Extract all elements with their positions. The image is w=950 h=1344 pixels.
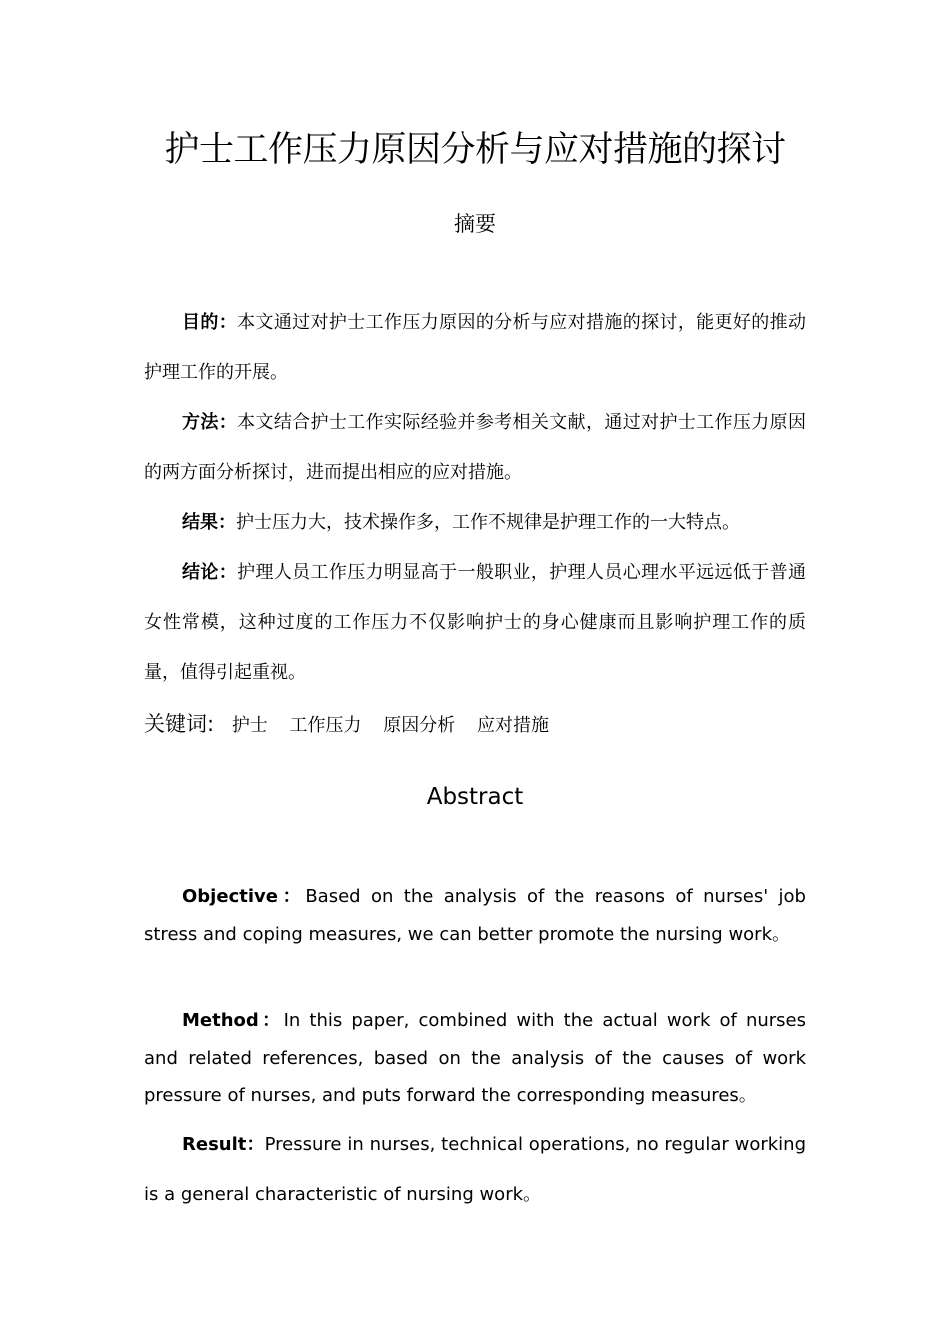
cn-conclusion-label: 结论： <box>182 562 238 583</box>
cn-method-paragraph <box>144 398 806 498</box>
cn-objective-paragraph <box>144 298 806 398</box>
en-objective-label: Objective： <box>182 886 306 907</box>
keywords-line <box>144 704 806 746</box>
cn-result-label: 结果： <box>182 512 236 533</box>
cn-conclusion-paragraph <box>144 548 806 698</box>
en-method-text: In this paper, combined with the actual work of nurses and related references, based on the analysis of the causes of work pressure of nurses, and puts forward the corresponding measures。 <box>144 1010 806 1106</box>
document-title: 护士工作压力原因分析与应对措施的探讨 <box>164 130 786 170</box>
en-result-paragraph <box>144 1120 806 1220</box>
cn-result-text: 护士压力大，技术操作多，工作不规律是护理工作的一大特点。 <box>236 512 740 533</box>
en-result-text: Pressure in nurses, technical operations, no regular working is a general characteristic of nursing work。 <box>144 1134 807 1205</box>
cn-method-label: 方法： <box>182 412 238 433</box>
cn-conclusion-text: 护理人员工作压力明显高于一般职业，护理人员心理水平远远低于普通女性常模，这种过度的工作压力不仅影响护士的身心健康而且影响护理工作的质量，值得引起重视。 <box>144 562 806 683</box>
keyword-item: 原因分析 <box>383 715 456 736</box>
keyword-item: 护士 <box>231 715 268 736</box>
abstract-heading-cn: 摘要 <box>454 212 496 236</box>
abstract-heading-en: Abstract <box>426 784 524 810</box>
en-method-paragraph <box>144 1002 806 1115</box>
cn-objective-text: 本文通过对护士工作压力原因的分析与应对措施的探讨，能更好的推动护理工作的开展。 <box>144 312 806 383</box>
keywords-label: 关键词: <box>144 712 215 736</box>
keyword-item: 工作压力 <box>289 715 362 736</box>
en-objective-text: Based on the analysis of the reasons of nurses' job stress and coping measures, we can better promote the nursing work。 <box>144 886 806 945</box>
en-objective-paragraph <box>144 878 806 953</box>
en-method-label: Method： <box>182 1010 284 1031</box>
cn-method-text: 本文结合护士工作实际经验并参考相关文献，通过对护士工作压力原因的两方面分析探讨，进而提出相应的应对措施。 <box>144 412 806 483</box>
en-result-label: Result： <box>182 1134 265 1155</box>
cn-result-paragraph <box>144 498 806 548</box>
cn-objective-label: 目的： <box>182 312 238 333</box>
keyword-item: 应对措施 <box>477 715 550 736</box>
